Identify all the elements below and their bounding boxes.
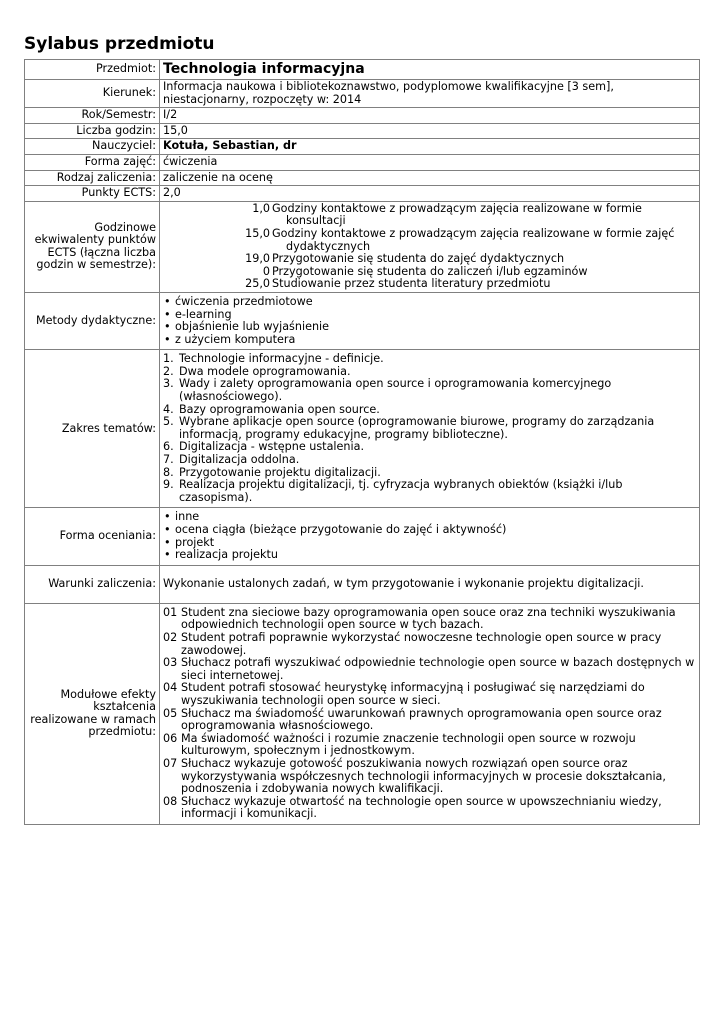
effect-text: Słuchacz potrafi wyszukiwać odpowiednie technologie open source w bazach dostępnych w sieci internetowej. <box>181 656 695 682</box>
row-nauczyciel <box>25 139 700 155</box>
ects-hours: 25,0 <box>245 277 270 291</box>
effect-text: Ma świadomość ważności i rozumie znaczenie technologii open source w rozwoju kulturowym, społecznym i jednostkowym. <box>181 731 636 758</box>
row-zakres-tematow <box>25 350 700 508</box>
effect-code: 08 <box>163 794 178 808</box>
value-nauczyciel: Kotuła, Sebastian, dr <box>160 139 700 155</box>
topic-text: Przygotowanie projektu digitalizacji. <box>179 465 381 479</box>
label-kierunek: Kierunek: <box>25 80 160 108</box>
label-forma-oceniania: Forma oceniania: <box>25 508 160 565</box>
topic-number: 5. <box>163 415 174 429</box>
row-metody-dydaktyczne <box>25 292 700 349</box>
value-kierunek: Informacja naukowa i bibliotekoznawstwo, podyplomowe kwalifikacyjne [3 sem], niestacjonarny, rozpoczęty w: 2014 <box>160 80 700 108</box>
list-item: • ćwiczenia przedmiotowe <box>163 296 696 309</box>
ects-item <box>163 253 696 266</box>
list-item <box>163 682 696 707</box>
row-kierunek <box>25 80 700 108</box>
ects-hours: 1,0 <box>252 201 270 215</box>
row-rodzaj-zaliczenia <box>25 170 700 186</box>
label-forma-zajec: Forma zajęć: <box>25 154 160 170</box>
effect-text: Student zna sieciowe bazy oprogramowania open souce oraz zna techniki wyszukiwania odpowiednich technologii open source w tych bazach. <box>181 605 676 632</box>
list-item <box>163 607 696 632</box>
topic-number: 2. <box>163 364 174 378</box>
label-rodzaj-zaliczenia: Rodzaj zaliczenia: <box>25 170 160 186</box>
list-item <box>163 454 696 467</box>
list-item <box>163 733 696 758</box>
label-rok-semestr: Rok/Semestr: <box>25 108 160 124</box>
topics-list <box>163 353 696 504</box>
ects-description: Godziny kontaktowe z prowadzącym zajęcia realizowane w formie zajęć dydaktycznych <box>272 226 675 253</box>
list-item: • realizacja projektu <box>163 549 696 562</box>
row-godzinowe-ekwiwalenty <box>25 201 700 292</box>
topic-text: Technologie informacyjne - definicje. <box>179 352 384 366</box>
effect-code: 05 <box>163 706 178 720</box>
row-przedmiot <box>25 60 700 80</box>
page-title: Sylabus przedmiotu <box>24 34 215 54</box>
effect-text: Student potrafi poprawnie wykorzystać nowoczesne technologie open source w pracy zawodowej. <box>181 630 662 657</box>
list-item: • inne <box>163 511 696 524</box>
ects-item <box>163 203 696 228</box>
label-punkty-ects: Punkty ECTS: <box>25 186 160 202</box>
topic-text: Digitalizacja oddolna. <box>179 453 300 467</box>
row-forma-oceniania <box>25 508 700 565</box>
value-rok-semestr: I/2 <box>160 108 700 124</box>
effect-code: 02 <box>163 630 178 644</box>
value-punkty-ects: 2,0 <box>160 186 700 202</box>
effect-code: 06 <box>163 731 178 745</box>
topic-text: Dwa modele oprogramowania. <box>179 364 351 378</box>
ects-description: Przygotowanie się studenta do zajęć dydaktycznych <box>272 252 565 266</box>
list-item <box>163 657 696 682</box>
effect-text: Słuchacz ma świadomość uwarunkowań prawnych oprogramowania open source oraz oprogramowania własnościowego. <box>181 706 662 733</box>
row-liczba-godzin <box>25 123 700 139</box>
list-item <box>163 632 696 657</box>
topic-number: 7. <box>163 453 174 467</box>
list-item <box>163 479 696 504</box>
list-item <box>163 758 696 796</box>
topic-text: Realizacja projektu digitalizacji, tj. cyfryzacja wybranych obiektów (książki i/lub czasopisma). <box>179 478 623 504</box>
list-item: • projekt <box>163 537 696 550</box>
row-warunki-zaliczenia <box>25 565 700 603</box>
list-item <box>163 378 696 403</box>
effect-text: Słuchacz wykazuje otwartość na technologie open source w upowszechnianiu wiedzy, informacji i komunikacji. <box>181 794 662 821</box>
value-przedmiot: Technologia informacyjna <box>160 60 700 80</box>
row-rok-semestr <box>25 108 700 124</box>
topic-number: 8. <box>163 465 174 479</box>
label-zakres-tematow: Zakres tematów: <box>25 350 160 508</box>
topic-text: Wady i zalety oprogramowania open source i oprogramowania komercyjnego (własnościowego). <box>179 377 612 404</box>
ects-description: Godziny kontaktowe z prowadzącym zajęcia realizowane w formie konsultacji <box>272 201 642 228</box>
row-punkty-ects <box>25 186 700 202</box>
ects-hours: 15,0 <box>245 226 270 240</box>
label-warunki-zaliczenia: Warunki zaliczenia: <box>25 565 160 603</box>
value-forma-oceniania <box>160 508 700 565</box>
effect-code: 03 <box>163 656 178 670</box>
topic-number: 3. <box>163 377 174 391</box>
topic-number: 9. <box>163 478 174 492</box>
topic-text: Wybrane aplikacje open source (oprogramowanie biurowe, programy do zarządzania informacją, programy edukacyjne, programy biblioteczne). <box>179 415 655 441</box>
ects-hours: 19,0 <box>245 252 270 266</box>
ects-item <box>163 228 696 253</box>
value-efekty-ksztalcenia <box>160 603 700 824</box>
topic-text: Bazy oprogramowania open source. <box>179 402 380 416</box>
effect-code: 04 <box>163 681 178 695</box>
value-metody-dydaktyczne <box>160 292 700 349</box>
effect-text: Słuchacz wykazuje gotowość poszukiwania nowych rozwiązań open source oraz wykorzystywania współczesnych technologii informacyjnych w procesie dokształcania, podnoszenia i zdobywania nowych kwalifikacji. <box>181 756 666 796</box>
list-item <box>163 796 696 821</box>
list-item: • e-learning <box>163 309 696 322</box>
topic-number: 4. <box>163 402 174 416</box>
label-godzinowe-ekwiwalenty: Godzinowe ekwiwalenty punktów ECTS (łączna liczba godzin w semestrze): <box>25 201 160 292</box>
topic-number: 6. <box>163 440 174 454</box>
label-nauczyciel: Nauczyciel: <box>25 139 160 155</box>
topic-number: 1. <box>163 352 174 366</box>
ects-description: Studiowanie przez studenta literatury przedmiotu <box>272 277 551 291</box>
effect-code: 01 <box>163 605 178 619</box>
label-metody-dydaktyczne: Metody dydaktyczne: <box>25 292 160 349</box>
list-item <box>163 708 696 733</box>
ects-hours: 0 <box>262 264 270 278</box>
list-item: • objaśnienie lub wyjaśnienie <box>163 321 696 334</box>
methods-list <box>163 296 696 346</box>
value-warunki-zaliczenia: Wykonanie ustalonych zadań, w tym przygotowanie i wykonanie projektu digitalizacji. <box>160 565 700 603</box>
effect-text: Student potrafi stosować heurystykę informacyjną i posługiwać się narzędziami do wyszukiwania technologii open source w sieci. <box>181 681 645 707</box>
list-item: • ocena ciągła (bieżące przygotowanie do zajęć i aktywność) <box>163 524 696 537</box>
value-zakres-tematow <box>160 350 700 508</box>
value-liczba-godzin: 15,0 <box>160 123 700 139</box>
value-forma-zajec: ćwiczenia <box>160 154 700 170</box>
syllabus-table <box>24 59 700 825</box>
list-item <box>163 353 696 366</box>
topic-text: Digitalizacja - wstępne ustalenia. <box>179 440 365 454</box>
label-przedmiot: Przedmiot: <box>25 60 160 80</box>
label-liczba-godzin: Liczba godzin: <box>25 123 160 139</box>
row-forma-zajec <box>25 154 700 170</box>
value-godzinowe-ekwiwalenty <box>160 201 700 292</box>
ects-item <box>163 278 696 291</box>
assessment-list <box>163 511 696 561</box>
ects-description: Przygotowanie się studenta do zaliczeń i/lub egzaminów <box>272 264 588 278</box>
list-item <box>163 416 696 441</box>
value-rodzaj-zaliczenia: zaliczenie na ocenę <box>160 170 700 186</box>
row-efekty-ksztalcenia <box>25 603 700 824</box>
label-efekty-ksztalcenia: Modułowe efekty kształcenia realizowane w ramach przedmiotu: <box>25 603 160 824</box>
effect-code: 07 <box>163 756 178 770</box>
list-item: • z użyciem komputera <box>163 334 696 347</box>
